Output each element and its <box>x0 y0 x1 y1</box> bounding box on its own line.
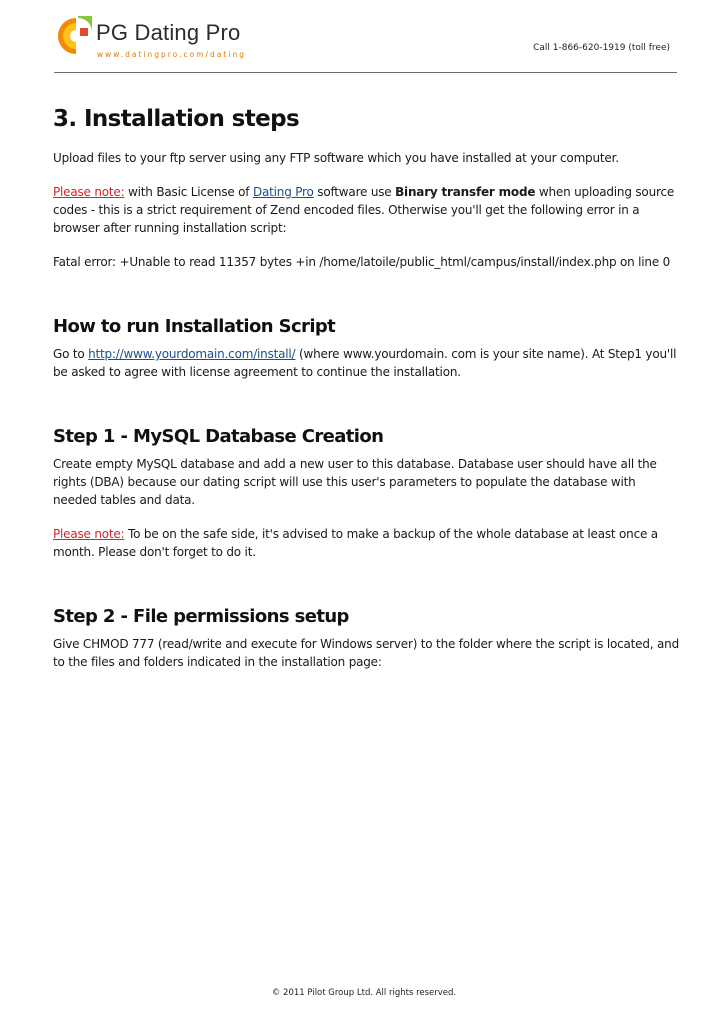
binary-transfer-mode-text: Binary transfer mode <box>395 185 536 199</box>
please-note-label: Please note: <box>53 527 125 541</box>
binary-mode-note-paragraph <box>53 183 681 237</box>
document-content <box>53 102 681 671</box>
upload-intro-paragraph: Upload files to your ftp server using any FTP software which you have installed at your computer. <box>53 151 619 165</box>
step2-paragraph: Give CHMOD 777 (read/write and execute for Windows server) to the folder where the script is located, and to the files and folders indicated in the installation page: <box>53 637 679 669</box>
pg-dating-pro-logo[interactable] <box>54 14 274 60</box>
note-text-1: with Basic License of <box>124 185 253 199</box>
logo-mark-icon <box>54 14 94 58</box>
step1-paragraph: Create empty MySQL database and add a new user to this database. Database user should have all the rights (DBA) because our dating script will use this user's parameters to populate the database with needed tables and data. <box>53 457 657 507</box>
install-url-link[interactable]: http://www.yourdomain.com/install/ <box>88 347 296 361</box>
note-text-2: software use <box>313 185 396 199</box>
logo-title: PG Dating Pro <box>96 20 241 45</box>
run-text-1: Go to <box>53 347 89 361</box>
backup-note-text: To be on the safe side, it's advised to make a backup of the whole database at least once a month. Please don't forget to do it. <box>53 527 658 559</box>
header-divider <box>54 72 677 73</box>
logo-url: www.datingpro.com/dating <box>97 50 246 59</box>
step1-heading: Step 1 - MySQL Database Creation <box>53 426 384 447</box>
note-text-3: when uploading source codes - this is a strict requirement of Zend encoded files. Otherwise you'll get the following error in a browser after running installation script: <box>53 185 675 235</box>
footer-copyright: © 2011 Pilot Group Ltd. All rights reserved. <box>271 988 457 998</box>
run-text-2: (where www.yourdomain. com is your site name). At Step1 you'll be asked to agree with license agreement to continue the installation. <box>53 347 677 379</box>
please-note-label: Please note: <box>53 185 125 199</box>
dating-pro-link[interactable]: Dating Pro <box>252 185 314 199</box>
fatal-error-paragraph: Fatal error: +Unable to read 11357 bytes +in /home/latoile/public_html/campus/install/index.php on line 0 <box>53 255 671 269</box>
run-install-script-heading: How to run Installation Script <box>53 316 336 337</box>
installation-steps-heading: 3. Installation steps <box>53 106 300 132</box>
step2-heading: Step 2 - File permissions setup <box>53 606 349 627</box>
phone-number: Call 1-866-620-1919 (toll free) <box>533 43 670 53</box>
run-install-paragraph <box>53 345 681 381</box>
backup-note-paragraph <box>53 525 681 561</box>
